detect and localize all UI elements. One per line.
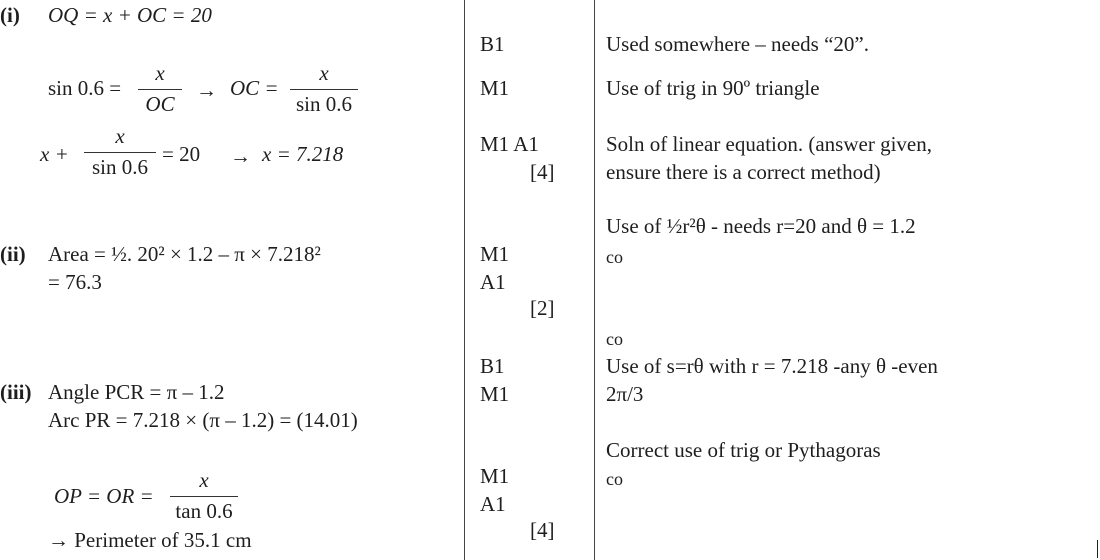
mark-a1: A1 bbox=[480, 270, 506, 294]
arrow-icon: → bbox=[230, 144, 251, 168]
mark-m1-a1: M1 A1 bbox=[480, 132, 539, 156]
mark-b1: B1 bbox=[480, 32, 505, 56]
part-i-equation: OQ = x + OC = 20 bbox=[48, 3, 212, 27]
x-plus: x + bbox=[40, 142, 69, 166]
column-divider-left bbox=[464, 0, 465, 560]
perimeter-result: → Perimeter of 35.1 cm bbox=[48, 528, 252, 552]
note: 2π/3 bbox=[606, 382, 644, 406]
area-result: = 76.3 bbox=[48, 270, 102, 294]
op-or-lhs: OP = OR = bbox=[54, 484, 154, 508]
note: Correct use of trig or Pythagoras bbox=[606, 438, 881, 462]
mark-b1: B1 bbox=[480, 354, 505, 378]
note: Use of s=rθ with r = 7.218 -any θ -even bbox=[606, 354, 938, 378]
angle-pcr: Angle PCR = π – 1.2 bbox=[48, 380, 225, 404]
note: Soln of linear equation. (answer given, bbox=[606, 132, 932, 156]
fraction-x-over-sin: x sin 0.6 bbox=[290, 63, 358, 115]
oc-lhs: OC = bbox=[230, 76, 279, 100]
fraction-x-over-oc: x OC bbox=[138, 63, 182, 115]
area-expression: Area = ½. 20² × 1.2 – π × 7.218² bbox=[48, 242, 321, 266]
mark-a1: A1 bbox=[480, 492, 506, 516]
mark-m1: M1 bbox=[480, 464, 510, 488]
text-cursor bbox=[1097, 540, 1098, 558]
arrow-icon: → bbox=[196, 78, 217, 102]
note: Use of ½r²θ - needs r=20 and θ = 1.2 bbox=[606, 214, 916, 238]
part-i-label: (i) bbox=[0, 3, 20, 27]
arc-pr: Arc PR = 7.218 × (π – 1.2) = (14.01) bbox=[48, 408, 358, 432]
mark-m1: M1 bbox=[480, 242, 510, 266]
mark-total: [2] bbox=[530, 296, 555, 320]
note: Used somewhere – needs “20”. bbox=[606, 32, 869, 56]
part-ii-label: (ii) bbox=[0, 242, 26, 266]
sin-lhs: sin 0.6 = bbox=[48, 76, 122, 100]
fraction-x-over-tan: x tan 0.6 bbox=[170, 470, 238, 522]
note: co bbox=[606, 247, 623, 267]
note: Use of trig in 90º triangle bbox=[606, 76, 820, 100]
mark-total: [4] bbox=[530, 160, 555, 184]
note: co bbox=[606, 329, 623, 349]
fraction-x-over-sin-2: x sin 0.6 bbox=[84, 126, 156, 178]
equals-twenty: = 20 bbox=[162, 142, 201, 166]
mark-m1: M1 bbox=[480, 76, 510, 100]
part-iii-label: (iii) bbox=[0, 380, 32, 404]
x-result: x = 7.218 bbox=[262, 142, 344, 166]
mark-m1: M1 bbox=[480, 382, 510, 406]
mark-total: [4] bbox=[530, 518, 555, 542]
column-divider-right bbox=[594, 0, 595, 560]
note: ensure there is a correct method) bbox=[606, 160, 881, 184]
note: co bbox=[606, 469, 623, 489]
